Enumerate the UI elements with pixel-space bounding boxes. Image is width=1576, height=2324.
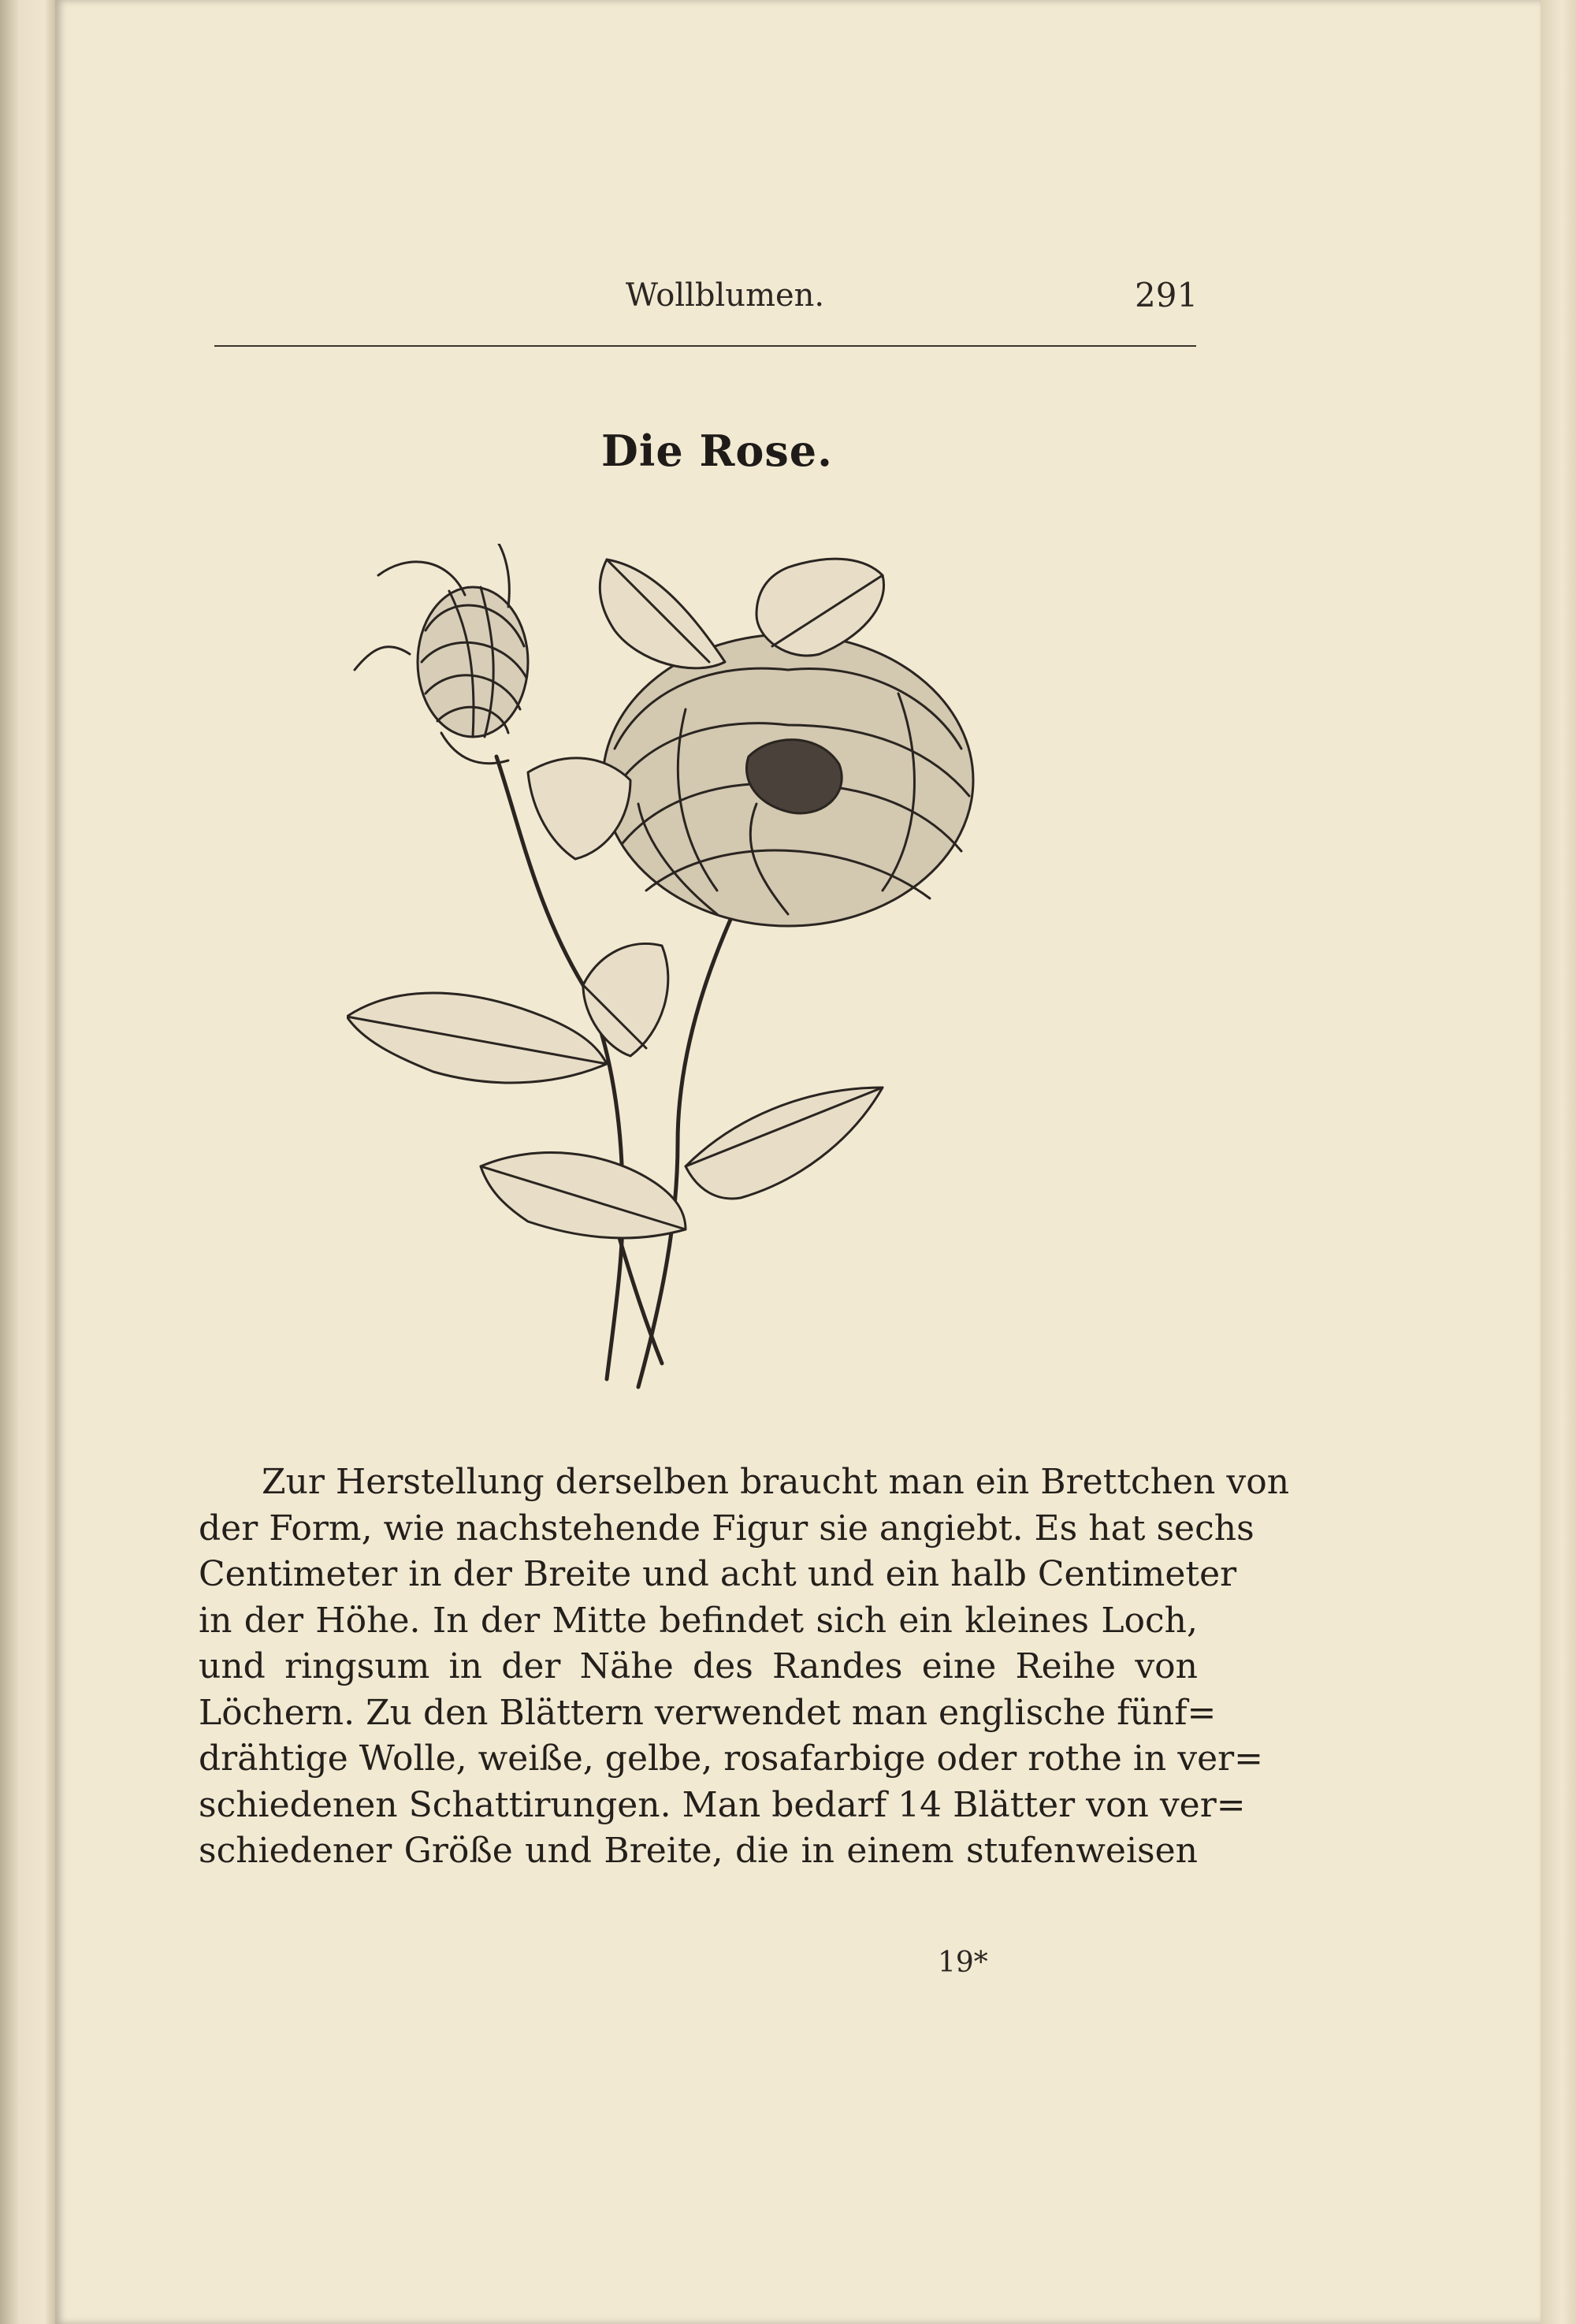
running-head: Wollblumen. [625,277,825,314]
body-line: schiedenen Schattirungen. Man bedarf 14 Blätter von ver= [199,1784,1246,1825]
page-number: 291 [1135,276,1199,314]
body-line: und ringsum in der Nähe des Randes eine Reihe von [199,1646,1198,1686]
body-line: Löchern. Zu den Blättern verwendet man englische fünf= [199,1692,1217,1733]
body-line: der Form, wie nachstehende Figur sie angiebt. Es hat sechs [199,1508,1254,1549]
section-title: Die Rose. [601,426,833,476]
rose-bloom [603,634,973,926]
rose-bud [355,544,528,764]
binding-margin [0,0,55,2324]
body-line: Zur Herstellung derselben braucht man ein Brettchen von [262,1462,1290,1502]
body-line: Centimeter in der Breite und acht und ein halb Centimeter [199,1554,1237,1594]
body-text [199,1459,1290,1875]
signature-mark: 19* [938,1947,988,1979]
body-line: schiedener Größe und Breite, die in einem stufenweisen [199,1831,1198,1871]
header-rule [214,345,1196,347]
rose-engraving [347,544,1072,1411]
body-line: in der Höhe. In der Mitte befindet sich ein kleines Loch, [199,1600,1198,1641]
body-line: drähtige Wolle, weiße, gelbe, rosafarbige oder rothe in ver= [199,1738,1264,1779]
page-edge [1541,0,1576,2324]
